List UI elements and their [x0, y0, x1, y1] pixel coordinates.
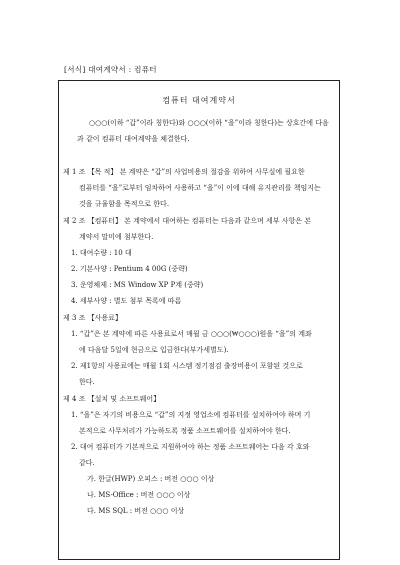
contract-document	[58, 80, 340, 560]
article2-item-2: 2. 기본사양 : Pentium 4 00G (중략)	[71, 265, 188, 273]
document-title: 컴퓨터 대여계약서	[162, 96, 236, 105]
article4-item-2: 2. 대여 컴퓨터가 기본적으로 지원하여야 하는 정품 소프트웨어는 다음 각 호와	[71, 443, 310, 451]
article4-item-1-cont: 본적으로 사무처리가 가능하도록 정품 소프트웨어를 설치하여야 한다.	[79, 427, 291, 435]
article4-item-1: 1. “을”은 자기의 비용으로 “갑”의 지정 영업소에 컴퓨터를 설치하여야 하며 기	[71, 411, 311, 419]
article3-item-1: 1. “갑”은 본 계약에 따른 사용료로서 매월 금 ○○○(₩○○○)원을 “을”의 계좌	[71, 330, 312, 338]
article4-heading: 제 4 조 【설치 및 소프트웨어】	[63, 395, 161, 403]
article3-item-2: 2. 제1항의 사용료에는 매월 1회 시스템 정기점검 출장비용이 포함된 것으로	[71, 362, 303, 370]
article1-line-3: 것을 규율함을 목적으로 한다.	[79, 200, 170, 208]
software-item-na: 나. MS-Office : 버전 ○○○ 이상	[87, 491, 191, 499]
article2-line-2: 계약서 말미에 첨부한다.	[79, 233, 154, 241]
intro-line-1: ○○○(이하 “갑”이라 칭한다)와 ○○○(이하 “을”이라 칭한다)는 상호간에 다음	[89, 119, 329, 127]
article1-line-2: 컴퓨터를 “을”로부터 임차하여 사용하고 “을”이 이에 대해 유지관리를 책임지는	[79, 184, 321, 192]
form-label: [서식] 대여계약서 : 컴퓨터	[64, 65, 157, 74]
article2-item-1: 1. 대여수량 : 10 대	[71, 249, 132, 257]
article1-heading: 제 1 조 【목 적】 본 계약은 “갑”의 사업비용의 절감을 위하여 사무실에 필요한	[63, 168, 305, 176]
software-item-da: 다. MS SQL : 버전 ○○○ 이상	[87, 507, 185, 515]
article4-item-2-cont: 같다.	[79, 459, 95, 467]
article3-item-1-cont: 에 다음달 5일에 현금으로 입금한다(부가세별도).	[79, 346, 229, 354]
article2-item-3: 3. 운영체제 : MS Window XP P계 (중략)	[71, 281, 204, 289]
article3-item-2-cont: 한다.	[79, 378, 95, 386]
intro-line-2: 과 같이 컴퓨터 대여계약을 체결한다.	[77, 135, 190, 143]
article3-heading: 제 3 조 【사용료】	[63, 314, 122, 322]
article2-heading: 제 2 조 【컴퓨터】 본 계약에서 대여하는 컴퓨터는 다음과 같으며 세부 사항은 본	[63, 217, 312, 225]
software-item-ga: 가. 한글(HWP) 오피스 : 버전 ○○○ 이상	[87, 475, 215, 483]
article2-item-4: 4. 세부사양 : 별도 첨부 목록에 따름	[71, 297, 182, 305]
